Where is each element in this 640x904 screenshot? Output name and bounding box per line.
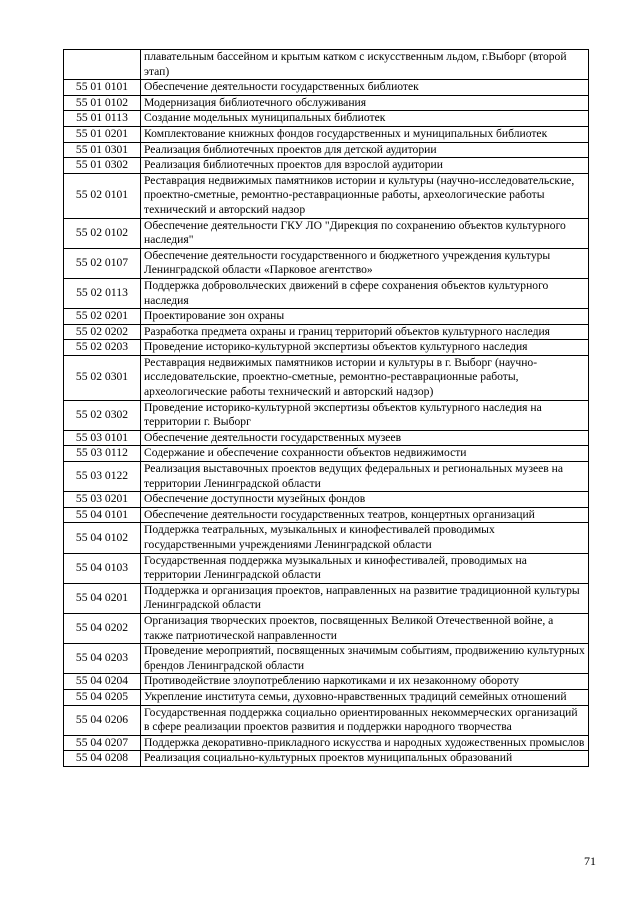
row-name: Поддержка декоративно-прикладного искусства и народных художественных промыслов — [141, 735, 589, 751]
row-code: 55 03 0122 — [64, 462, 141, 492]
row-name: плавательным бассейном и крытым катком с искусственным льдом, г.Выборг (второй этап) — [141, 50, 589, 80]
row-name: Поддержка театральных, музыкальных и кинофестивалей проводимых государственными учреждениями Ленинградской области — [141, 523, 589, 553]
row-code: 55 01 0201 — [64, 126, 141, 142]
row-name: Государственная поддержка социально ориентированных некоммерческих организаций в сфере реализации проектов развития и поддержки народного творчества — [141, 705, 589, 735]
table-row — [64, 674, 589, 690]
row-name: Проведение историко-культурной экспертизы объектов культурного наследия на территории г. Выборг — [141, 400, 589, 430]
table-row — [64, 324, 589, 340]
table-row — [64, 142, 589, 158]
row-name: Проектирование зон охраны — [141, 309, 589, 325]
row-code: 55 04 0207 — [64, 735, 141, 751]
row-name: Реализация социально-культурных проектов муниципальных образований — [141, 751, 589, 767]
row-name: Обеспечение деятельности государственного и бюджетного учреждения культуры Ленинградской области «Парковое агентство» — [141, 248, 589, 278]
table-row — [64, 492, 589, 508]
row-code: 55 04 0208 — [64, 751, 141, 767]
row-code: 55 04 0102 — [64, 523, 141, 553]
row-name: Укрепление института семьи, духовно-нравственных традиций семейных отношений — [141, 689, 589, 705]
row-name: Реставрация недвижимых памятников истории и культуры в г. Выборг (научно-исследовательские, проектно-сметные, ремонтно-реставрационные работы, археологические работы технический и авторский надзор) — [141, 355, 589, 400]
row-name: Противодействие злоупотреблению наркотиками и их незаконному обороту — [141, 674, 589, 690]
table-row — [64, 126, 589, 142]
row-code: 55 01 0113 — [64, 111, 141, 127]
table-row — [64, 80, 589, 96]
table-row — [64, 248, 589, 278]
table-row — [64, 158, 589, 174]
row-code: 55 04 0204 — [64, 674, 141, 690]
row-code: 55 04 0202 — [64, 613, 141, 643]
row-code: 55 02 0102 — [64, 218, 141, 248]
row-code: 55 04 0201 — [64, 583, 141, 613]
table-row — [64, 583, 589, 613]
row-code: 55 01 0302 — [64, 158, 141, 174]
table-row — [64, 689, 589, 705]
row-name: Реализация выставочных проектов ведущих федеральных и региональных музеев на территории Ленинградской области — [141, 462, 589, 492]
row-name: Обеспечение деятельности ГКУ ЛО "Дирекция по сохранению объектов культурного наследия" — [141, 218, 589, 248]
row-code: 55 04 0101 — [64, 507, 141, 523]
row-code: 55 04 0205 — [64, 689, 141, 705]
row-code: 55 03 0112 — [64, 446, 141, 462]
row-code: 55 01 0301 — [64, 142, 141, 158]
row-name: Создание модельных муниципальных библиотек — [141, 111, 589, 127]
row-code: 55 02 0202 — [64, 324, 141, 340]
table-row — [64, 507, 589, 523]
row-code: 55 02 0301 — [64, 355, 141, 400]
row-name: Организация творческих проектов, посвященных Великой Отечественной войне, а также патриотической направленности — [141, 613, 589, 643]
row-name: Модернизация библиотечного обслуживания — [141, 95, 589, 111]
table-row — [64, 278, 589, 308]
table-row — [64, 430, 589, 446]
table-row — [64, 553, 589, 583]
table-row — [64, 400, 589, 430]
row-code: 55 04 0203 — [64, 644, 141, 674]
row-code: 55 03 0101 — [64, 430, 141, 446]
table-row — [64, 355, 589, 400]
table-row — [64, 446, 589, 462]
row-name: Содержание и обеспечение сохранности объектов недвижимости — [141, 446, 589, 462]
row-name: Поддержка добровольческих движений в сфере сохранения объектов культурного наследия — [141, 278, 589, 308]
row-name: Разработка предмета охраны и границ территорий объектов культурного наследия — [141, 324, 589, 340]
table-row — [64, 50, 589, 80]
table-row — [64, 111, 589, 127]
table-row — [64, 95, 589, 111]
table-row — [64, 309, 589, 325]
row-name: Комплектование книжных фондов государственных и муниципальных библиотек — [141, 126, 589, 142]
table-body — [64, 50, 589, 767]
row-code: 55 03 0201 — [64, 492, 141, 508]
row-code: 55 01 0101 — [64, 80, 141, 96]
table-row — [64, 644, 589, 674]
row-code: 55 02 0113 — [64, 278, 141, 308]
budget-codes-table — [63, 49, 589, 767]
row-name: Обеспечение деятельности государственных музеев — [141, 430, 589, 446]
row-code: 55 04 0206 — [64, 705, 141, 735]
row-name: Обеспечение доступности музейных фондов — [141, 492, 589, 508]
page-number: 71 — [584, 854, 596, 868]
row-code: 55 02 0302 — [64, 400, 141, 430]
row-name: Обеспечение деятельности государственных театров, концертных организаций — [141, 507, 589, 523]
table-row — [64, 218, 589, 248]
row-name: Проведение мероприятий, посвященных значимым событиям, продвижению культурных брендов Ленинградской области — [141, 644, 589, 674]
table-row — [64, 523, 589, 553]
row-name: Проведение историко-культурной экспертизы объектов культурного наследия — [141, 340, 589, 356]
row-code: 55 04 0103 — [64, 553, 141, 583]
row-name: Поддержка и организация проектов, направленных на развитие традиционной культуры Ленинградской области — [141, 583, 589, 613]
row-code — [64, 50, 141, 80]
table-row — [64, 340, 589, 356]
row-code: 55 02 0107 — [64, 248, 141, 278]
row-name: Обеспечение деятельности государственных библиотек — [141, 80, 589, 96]
row-name: Реализация библиотечных проектов для детской аудитории — [141, 142, 589, 158]
table-row — [64, 462, 589, 492]
row-code: 55 01 0102 — [64, 95, 141, 111]
table-row — [64, 705, 589, 735]
row-name: Государственная поддержка музыкальных и кинофестивалей, проводимых на территории Ленинградской области — [141, 553, 589, 583]
row-name: Реставрация недвижимых памятников истории и культуры (научно-исследовательские, проектно-сметные, ремонтно-реставрационные работы, археологические работы технический и авторский надзор — [141, 173, 589, 218]
row-code: 55 02 0203 — [64, 340, 141, 356]
row-code: 55 02 0101 — [64, 173, 141, 218]
table-row — [64, 613, 589, 643]
row-code: 55 02 0201 — [64, 309, 141, 325]
table-row — [64, 751, 589, 767]
table-row — [64, 173, 589, 218]
table-row — [64, 735, 589, 751]
row-name: Реализация библиотечных проектов для взрослой аудитории — [141, 158, 589, 174]
